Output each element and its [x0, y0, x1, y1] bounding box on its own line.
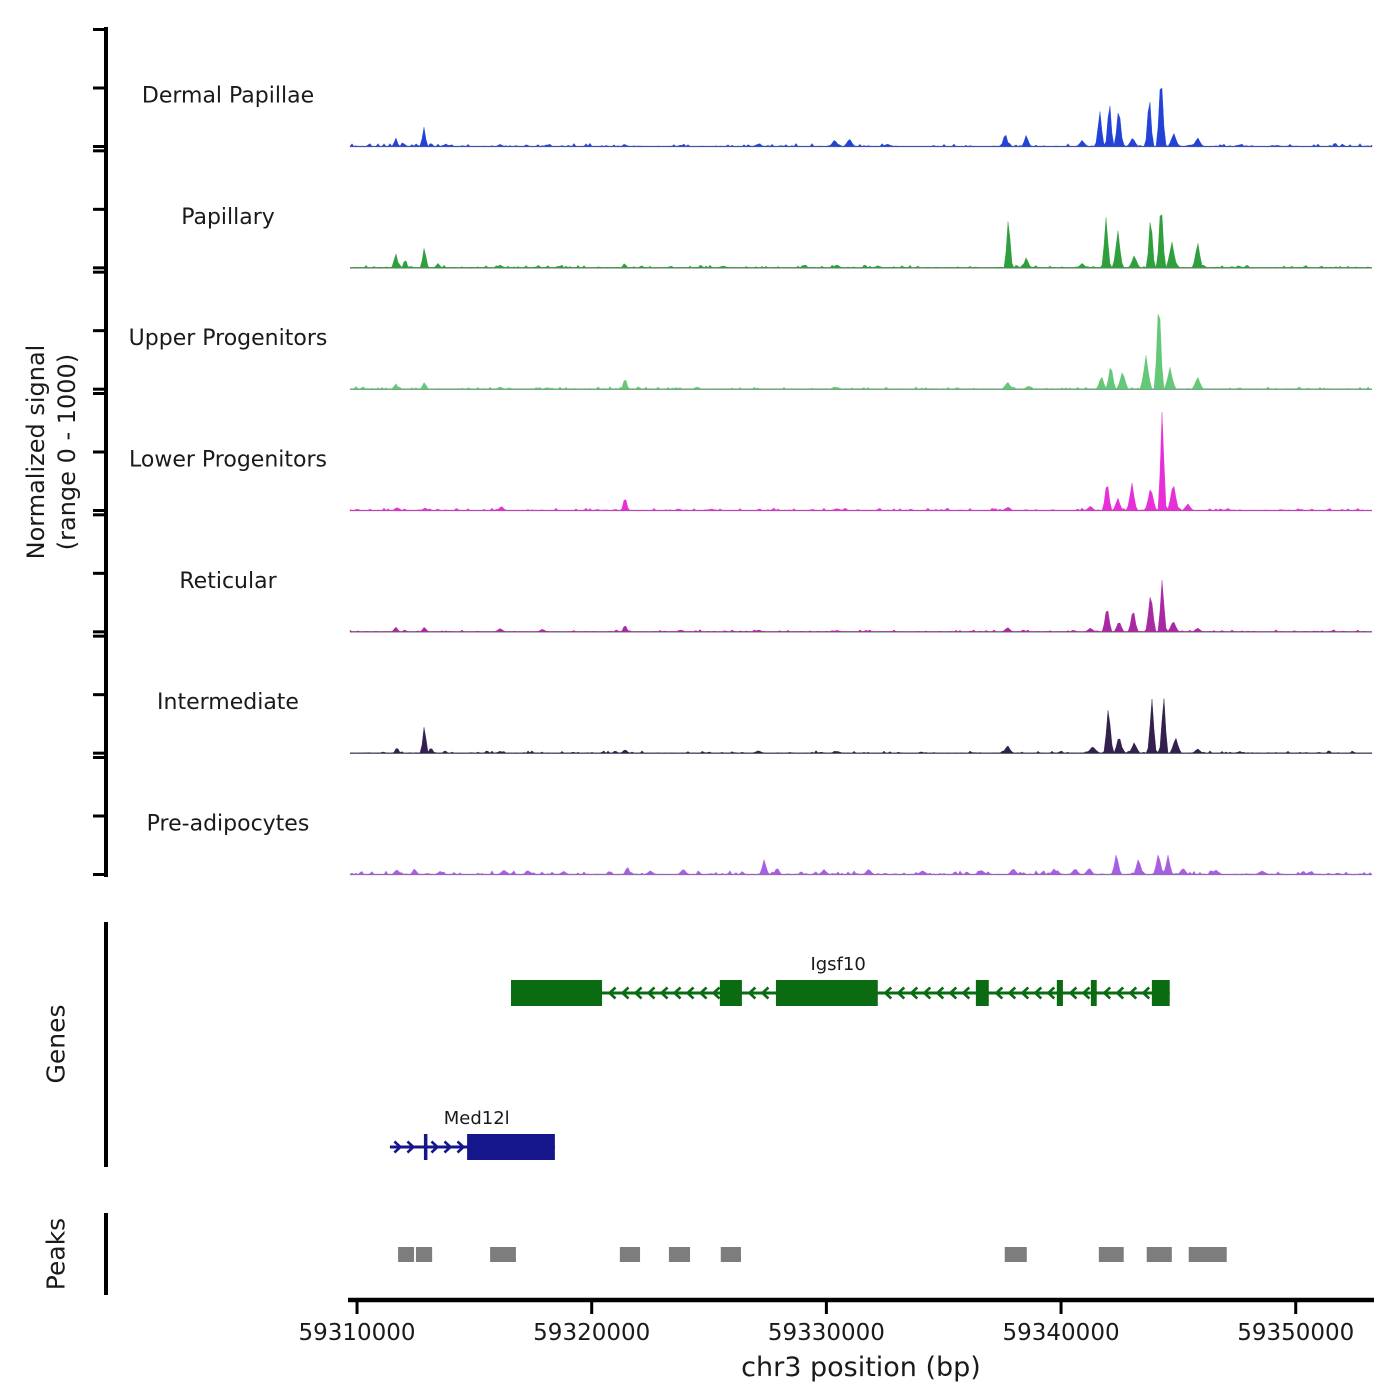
x-axis-tick-label: 59320000 — [533, 1320, 651, 1346]
peaks-section-label: Peaks — [41, 1217, 71, 1291]
gene-exon-igsf10 — [511, 980, 602, 1006]
y-axis-label-line2: (range 0 - 1000) — [53, 353, 81, 551]
track-label-pre-adipocytes: Pre-adipocytes — [146, 811, 310, 837]
gene-exon-igsf10 — [976, 980, 989, 1006]
track-label-papillary: Papillary — [181, 204, 275, 230]
gene-exon-igsf10 — [776, 980, 878, 1006]
gene-exon-igsf10 — [1057, 980, 1063, 1006]
track-label-lower-progenitors: Lower Progenitors — [129, 447, 327, 473]
peak-interval — [1099, 1247, 1124, 1262]
gene-exon-igsf10 — [1091, 980, 1097, 1006]
track-signal-lower-progenitors — [350, 412, 1372, 510]
track-label-dermal-papillae: Dermal Papillae — [141, 83, 315, 109]
track-signal-upper-progenitors — [350, 314, 1372, 389]
y-axis-label-line1: Normalized signal — [21, 344, 50, 560]
peak-interval — [490, 1247, 516, 1262]
peak-interval — [1189, 1247, 1227, 1262]
genes-section-label: Genes — [41, 1004, 71, 1084]
gene-exon-med12l — [424, 1134, 428, 1160]
x-axis-tick-label: 59340000 — [1002, 1320, 1120, 1346]
track-label-upper-progenitors: Upper Progenitors — [128, 326, 328, 352]
track-signal-pre-adipocytes — [350, 855, 1372, 875]
peak-interval — [416, 1247, 432, 1262]
gene-exon-igsf10 — [720, 980, 742, 1006]
gene-label-med12l: Med12l — [443, 1108, 510, 1129]
peak-interval — [398, 1247, 414, 1262]
gene-exon-med12l — [467, 1134, 555, 1160]
x-axis-title: chr3 position (bp) — [741, 1352, 981, 1383]
track-signal-papillary — [350, 215, 1372, 268]
peak-interval — [620, 1247, 640, 1262]
y-axis-label — [21, 345, 83, 560]
peak-interval — [669, 1247, 690, 1262]
gene-exon-igsf10 — [1152, 980, 1170, 1006]
x-axis-tick-label: 59350000 — [1237, 1320, 1355, 1346]
track-signal-intermediate — [350, 699, 1372, 754]
peak-interval — [1147, 1247, 1172, 1262]
peak-interval — [1005, 1247, 1027, 1262]
track-signal-dermal-papillae — [350, 88, 1372, 146]
peak-interval — [721, 1247, 741, 1262]
gene-label-igsf10: Igsf10 — [810, 954, 866, 975]
x-axis-tick-label: 59310000 — [298, 1320, 416, 1346]
track-signal-reticular — [350, 580, 1372, 632]
track-label-intermediate: Intermediate — [157, 690, 299, 716]
x-axis-tick-label: 59330000 — [767, 1320, 885, 1346]
track-label-reticular: Reticular — [179, 568, 277, 594]
